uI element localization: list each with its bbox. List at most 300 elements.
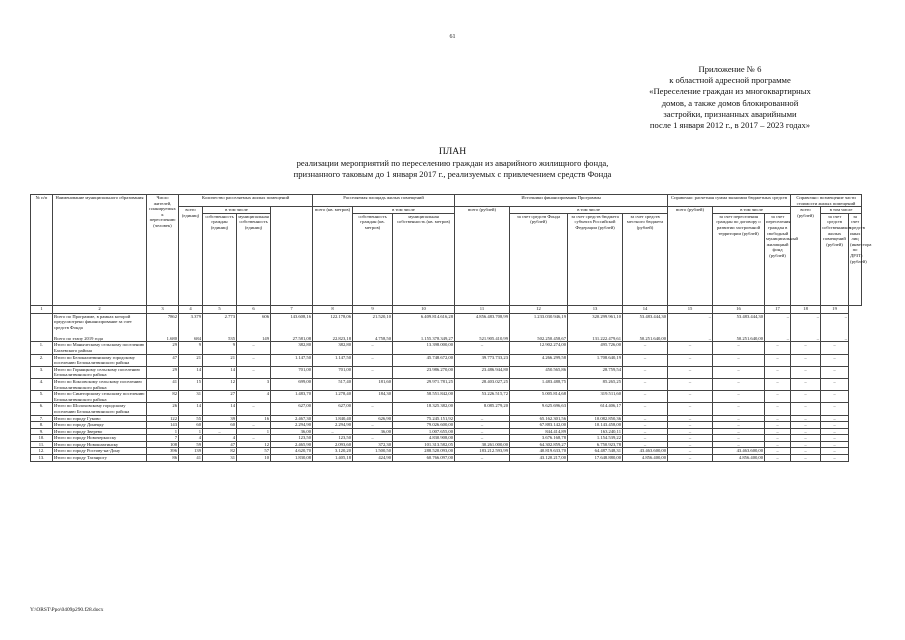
- file-path: Y:\ORST\Ppo\0409p290.f28.docx: [30, 607, 104, 613]
- summary-label: Всего по этапу 2019 года: [54, 335, 103, 341]
- column-number-cell: 3: [147, 305, 179, 313]
- value-cell: 9: [203, 342, 237, 354]
- value-cell: 424,90: [353, 455, 393, 462]
- column-number-cell: 9: [353, 305, 393, 313]
- value-cell: 1.500,50: [353, 448, 393, 455]
- value-cell: –: [821, 366, 849, 378]
- value-cell: 495.726,00: [568, 342, 623, 354]
- value-cell: 699,00: [271, 378, 313, 390]
- header-cell: № п/п: [31, 195, 53, 306]
- value-cell: 1: [237, 428, 271, 435]
- value-cell: –: [791, 422, 821, 429]
- header-cell: за счет средств бюджета субъекта Российской Федерации (рублей): [568, 213, 623, 305]
- value-cell: 53.226.515,72: [455, 391, 510, 403]
- value-cell: 181,60: [353, 378, 393, 390]
- value-cell: 18.325.382,00: [393, 403, 455, 415]
- value-cell: –: [668, 391, 713, 403]
- value-cell: 59: [179, 441, 203, 448]
- value-cell: 26: [147, 403, 179, 415]
- value-cell: 3.676.168,78: [510, 435, 568, 442]
- summary-value: 149: [262, 335, 269, 341]
- summary-value: 1.680: [166, 335, 177, 341]
- value-cell: 1: [179, 428, 203, 435]
- summary-value-cell: [568, 313, 623, 342]
- summary-value: 2.773: [224, 313, 235, 319]
- header-cell: Справочно: возмещение части стоимости жилых помещений: [791, 195, 862, 207]
- header-cell: в том числе: [821, 207, 862, 214]
- value-cell: 23.486.944,80: [455, 366, 510, 378]
- value-cell: –: [713, 403, 765, 415]
- value-cell: 163.240,11: [568, 428, 623, 435]
- summary-value: –: [844, 335, 848, 341]
- value-cell: 123,50: [271, 435, 313, 442]
- table-row: [31, 403, 862, 415]
- title-line: признанного таковым до 1 января 2017 г., реализуемых с привлечением средств Фонда: [293, 169, 612, 179]
- summary-value: 53.483.444,30: [736, 313, 764, 319]
- value-cell: 1.278,40: [313, 391, 353, 403]
- value-cell: 108: [147, 441, 179, 448]
- value-cell: –: [821, 354, 849, 366]
- row-number-cell: 1.: [31, 342, 53, 354]
- municipality-name-cell: Итого по Белокалитвинскому городскому поселению Белокалитвинского района: [53, 354, 147, 366]
- value-cell: –: [765, 428, 791, 435]
- row-number-cell: 8.: [31, 422, 53, 429]
- value-cell: 21: [203, 354, 237, 366]
- value-cell: 60.766.097,00: [393, 455, 455, 462]
- value-cell: 1.147,50: [313, 354, 353, 366]
- value-cell: –: [623, 403, 668, 415]
- header-cell: в том числе: [713, 207, 791, 214]
- summary-value: 1.233.030.946,19: [533, 313, 567, 319]
- value-cell: –: [713, 441, 765, 448]
- value-cell: 701,00: [271, 366, 313, 378]
- column-number-cell: 14: [623, 305, 668, 313]
- municipality-name-cell: Итого по Маныческому сельскому поселению Багаевского района: [53, 342, 147, 354]
- column-number-cell: 8: [313, 305, 353, 313]
- value-cell: 288.520.093,00: [393, 448, 455, 455]
- value-cell: 60: [179, 422, 203, 429]
- value-cell: 4.620,70: [271, 448, 313, 455]
- value-cell: 517,40: [313, 378, 353, 390]
- summary-value-cell: [791, 313, 821, 342]
- value-cell: –: [791, 354, 821, 366]
- value-cell: –: [623, 354, 668, 366]
- value-cell: –: [623, 435, 668, 442]
- value-cell: –: [668, 435, 713, 442]
- value-cell: –: [821, 441, 849, 448]
- value-cell: 23.986.270,00: [393, 366, 455, 378]
- value-cell: –: [353, 422, 393, 429]
- table-row: [31, 441, 862, 448]
- value-cell: –: [791, 415, 821, 422]
- value-cell: –: [623, 366, 668, 378]
- summary-value: 4.758,50: [374, 335, 392, 341]
- summary-value-cell: [623, 313, 668, 342]
- summary-value: –: [708, 313, 712, 319]
- value-cell: –: [765, 422, 791, 429]
- header-cell: всего (рублей): [455, 207, 510, 306]
- value-cell: –: [765, 435, 791, 442]
- value-cell: 31: [179, 391, 203, 403]
- value-cell: 4: [179, 435, 203, 442]
- value-cell: –: [668, 342, 713, 354]
- row-number-cell: 12.: [31, 448, 53, 455]
- summary-value: 4.856.483.708,99: [475, 313, 509, 319]
- value-cell: 27: [203, 391, 237, 403]
- value-cell: –: [623, 342, 668, 354]
- value-cell: –: [353, 354, 393, 366]
- value-cell: 79.026.600,00: [393, 422, 455, 429]
- value-cell: 4.856.400,00: [623, 455, 668, 462]
- value-cell: 4: [203, 435, 237, 442]
- value-cell: 17.648.880,00: [568, 455, 623, 462]
- value-cell: 57: [237, 448, 271, 455]
- municipality-name-cell: Итого по городу Новочеркасску: [53, 435, 147, 442]
- column-number-cell: 4: [179, 305, 203, 313]
- summary-value-cell: [393, 313, 455, 342]
- value-cell: –: [455, 342, 510, 354]
- value-cell: 41: [147, 378, 179, 390]
- value-cell: –: [821, 428, 849, 435]
- appendix-line: застройки, признанных аварийными: [663, 108, 797, 119]
- summary-row: [31, 313, 862, 342]
- value-cell: 86: [147, 455, 179, 462]
- summary-value: 53.483.444,30: [639, 313, 667, 319]
- value-cell: –: [765, 448, 791, 455]
- summary-value: 27.581,08: [292, 335, 312, 341]
- value-cell: 1.840,40: [313, 415, 353, 422]
- value-cell: –: [765, 354, 791, 366]
- row-number-cell: 5.: [31, 391, 53, 403]
- summary-value: 684: [194, 335, 201, 341]
- header-cell: собственность граждан (единиц): [203, 213, 237, 305]
- value-cell: –: [455, 435, 510, 442]
- value-cell: 39: [203, 415, 237, 422]
- value-cell: –: [313, 428, 353, 435]
- value-cell: –: [791, 448, 821, 455]
- value-cell: –: [791, 366, 821, 378]
- value-cell: 143: [147, 422, 179, 429]
- header-cell: в том числе: [203, 207, 271, 214]
- appendix-line: Приложение № 6: [698, 64, 762, 74]
- value-cell: 2.294,90: [271, 422, 313, 429]
- summary-value-cell: [179, 313, 203, 342]
- summary-value: –: [816, 335, 820, 341]
- value-cell: –: [668, 422, 713, 429]
- value-cell: 15: [179, 378, 203, 390]
- table-row: [31, 428, 862, 435]
- summary-value-cell: [713, 313, 765, 342]
- row-number-cell: 6.: [31, 403, 53, 415]
- summary-value: 1.155.378.349,27: [420, 335, 454, 341]
- row-number-cell: 2.: [31, 354, 53, 366]
- value-cell: –: [668, 428, 713, 435]
- value-cell: –: [668, 403, 713, 415]
- municipality-name-cell: Итого по Коксовскому сельскому поселению Белокалитвинского района: [53, 378, 147, 390]
- column-number-cell: 16: [713, 305, 765, 313]
- summary-value: 320.299.961,10: [592, 313, 622, 319]
- title-line: реализации мероприятий по переселению граждан из аварийного жилищного фонда,: [296, 158, 609, 168]
- municipality-name-cell: Итого по городу Донецку: [53, 422, 147, 429]
- summary-value: 6.409.814.616,28: [420, 313, 454, 319]
- value-cell: –: [765, 403, 791, 415]
- summary-label-cell: [53, 313, 147, 342]
- row-number-cell: 3.: [31, 366, 53, 378]
- value-cell: 65.162.301,56: [510, 415, 568, 422]
- header-cell: всего (рублей): [791, 207, 821, 306]
- summary-value-cell: [313, 313, 353, 342]
- summary-rows: [31, 313, 862, 342]
- summary-value: 7862: [167, 313, 177, 319]
- table-row: [31, 448, 862, 455]
- value-cell: –: [765, 391, 791, 403]
- value-cell: 844.414,89: [510, 428, 568, 435]
- value-cell: 31: [203, 455, 237, 462]
- value-cell: –: [237, 366, 271, 378]
- value-cell: –: [668, 378, 713, 390]
- header-cell: в том числе: [510, 207, 668, 214]
- value-cell: 6.750.923,78: [568, 441, 623, 448]
- column-number-cell: 15: [668, 305, 713, 313]
- summary-label: Всего по Программе, в рамках которой предусмотрено финансирование за счет средств Фонда: [54, 313, 132, 330]
- summary-value: 22.823,18: [332, 335, 352, 341]
- value-cell: 2.467,30: [271, 415, 313, 422]
- header-cell: всего (рублей): [668, 207, 713, 306]
- value-cell: 67.883.142,00: [510, 422, 568, 429]
- value-cell: 14: [203, 403, 237, 415]
- value-cell: 701,00: [313, 366, 353, 378]
- value-cell: 12: [203, 378, 237, 390]
- summary-value-cell: [455, 313, 510, 342]
- value-cell: 372,30: [353, 441, 393, 448]
- value-cell: –: [791, 435, 821, 442]
- summary-value-cell: [668, 313, 713, 342]
- value-cell: 627,00: [271, 403, 313, 415]
- value-cell: –: [713, 422, 765, 429]
- value-cell: –: [765, 378, 791, 390]
- header-cell: собственность граждан (кв. метров): [353, 213, 393, 305]
- column-number-cell: 1: [31, 305, 53, 313]
- value-cell: 43.463.600,00: [623, 448, 668, 455]
- value-cell: 55: [179, 415, 203, 422]
- header-cell: Число жителей, планируемых к переселению (человек): [147, 195, 179, 306]
- value-cell: –: [713, 415, 765, 422]
- value-cell: 29: [147, 366, 179, 378]
- municipality-name-cell: Итого по городу Ростову-на-Дону: [53, 448, 147, 455]
- value-cell: 382,80: [313, 342, 353, 354]
- header-cell: в том числе: [353, 207, 455, 214]
- appendix-line: «Переселение граждан из многоквартирных: [649, 86, 811, 97]
- value-cell: –: [353, 403, 393, 415]
- value-cell: –: [765, 455, 791, 462]
- row-number-cell: [31, 313, 53, 342]
- appendix-line: после 1 января 2012 г., в 2017 – 2023 годах»: [649, 120, 811, 131]
- header-cell: за счет средств местного бюджета (рублей): [623, 213, 668, 305]
- value-cell: 1.483.488,75: [510, 378, 568, 390]
- header-cell: Наименование муниципального образования: [53, 195, 147, 306]
- value-cell: –: [623, 428, 668, 435]
- value-cell: –: [791, 342, 821, 354]
- value-cell: –: [455, 455, 510, 462]
- value-cell: –: [237, 342, 271, 354]
- value-cell: 1.483,70: [271, 391, 313, 403]
- value-cell: 4.856.400,00: [713, 455, 765, 462]
- value-cell: 14: [203, 366, 237, 378]
- value-cell: 183.212.593,99: [455, 448, 510, 455]
- value-cell: –: [203, 428, 237, 435]
- table-row: [31, 354, 862, 366]
- value-cell: 64.302.859,27: [510, 441, 568, 448]
- column-number-cell: 17: [765, 305, 791, 313]
- value-cell: –: [668, 366, 713, 378]
- value-cell: 2.465,90: [271, 441, 313, 448]
- table-row: [31, 378, 862, 390]
- value-cell: 29: [147, 342, 179, 354]
- value-cell: 12.902.274,00: [510, 342, 568, 354]
- municipality-name-cell: Итого по городу Новошахтинску: [53, 441, 147, 448]
- value-cell: 47: [203, 441, 237, 448]
- header-cell: Справочно: расчетная сумма экономии бюджетных средств: [668, 195, 791, 207]
- summary-value-cell: [353, 313, 393, 342]
- table-row: [31, 342, 862, 354]
- row-number-cell: 4.: [31, 378, 53, 390]
- municipality-name-cell: Итого по Горняцкому сельскому поселению Белокалитвинского района: [53, 366, 147, 378]
- value-cell: 396: [147, 448, 179, 455]
- header-cell: всего (единиц): [179, 207, 203, 306]
- value-cell: –: [821, 422, 849, 429]
- table-row: [31, 366, 862, 378]
- summary-value-cell: [237, 313, 271, 342]
- value-cell: 1.007.655,00: [393, 428, 455, 435]
- municipality-name-cell: Итого по Синегорскому сельскому поселению Белокалитвинского района: [53, 391, 147, 403]
- value-cell: 10: [237, 455, 271, 462]
- value-cell: 29.971.781,25: [393, 378, 455, 390]
- column-number-cell: 13: [568, 305, 623, 313]
- row-number-cell: 11.: [31, 441, 53, 448]
- value-cell: –: [791, 391, 821, 403]
- value-cell: 4.830.908,00: [393, 435, 455, 442]
- value-cell: 9: [179, 342, 203, 354]
- value-cell: 139: [179, 448, 203, 455]
- value-cell: –: [668, 441, 713, 448]
- value-cell: –: [821, 378, 849, 390]
- value-cell: –: [455, 428, 510, 435]
- value-cell: –: [668, 354, 713, 366]
- value-cell: 4.266.299,58: [510, 354, 568, 366]
- value-cell: –: [791, 403, 821, 415]
- value-cell: –: [713, 366, 765, 378]
- value-cell: 13.398.000,00: [393, 342, 455, 354]
- value-cell: –: [668, 415, 713, 422]
- summary-value: –: [786, 313, 790, 319]
- value-cell: –: [668, 455, 713, 462]
- value-cell: –: [791, 441, 821, 448]
- value-cell: 36,00: [271, 428, 313, 435]
- value-cell: –: [713, 342, 765, 354]
- summary-value: –: [708, 335, 712, 341]
- summary-value: 143.608,16: [290, 313, 312, 319]
- value-cell: 184,30: [353, 391, 393, 403]
- table-row: [31, 415, 862, 422]
- value-cell: –: [668, 448, 713, 455]
- value-cell: 41: [179, 455, 203, 462]
- value-cell: –: [353, 435, 393, 442]
- value-cell: –: [713, 354, 765, 366]
- value-cell: –: [765, 366, 791, 378]
- header-cell: за счет средств иных лиц (инвестора по ДРЗТ) (рублей): [849, 213, 862, 305]
- value-cell: 4: [237, 391, 271, 403]
- column-number-cell: 5: [203, 305, 237, 313]
- summary-value-cell: [147, 313, 179, 342]
- summary-value-cell: [510, 313, 568, 342]
- column-number-cell: 18: [791, 305, 821, 313]
- column-number-cell: 12: [510, 305, 568, 313]
- value-cell: 1.154.539,22: [568, 435, 623, 442]
- summary-value: 521.905.410,99: [479, 335, 509, 341]
- header-cell: Расселяемая площадь жилых помещений: [313, 195, 455, 207]
- value-cell: 2.093,60: [313, 441, 353, 448]
- value-cell: 450.565,86: [510, 366, 568, 378]
- value-cell: –: [791, 455, 821, 462]
- table-row: [31, 391, 862, 403]
- value-cell: –: [455, 415, 510, 422]
- value-cell: 12: [237, 441, 271, 448]
- value-cell: 82: [147, 391, 179, 403]
- summary-value-cell: [271, 313, 313, 342]
- summary-value: 606: [262, 313, 269, 319]
- value-cell: 3.120,20: [313, 448, 353, 455]
- value-cell: 14: [179, 403, 203, 415]
- value-cell: –: [455, 422, 510, 429]
- value-cell: 28.759,54: [568, 366, 623, 378]
- value-cell: 382,80: [271, 342, 313, 354]
- value-cell: –: [713, 378, 765, 390]
- appendix-line: к областной адресной программе: [669, 75, 791, 86]
- value-cell: 8.085.279,20: [455, 403, 510, 415]
- table-body: [31, 342, 862, 461]
- summary-value: 21.520,10: [372, 313, 392, 319]
- value-cell: –: [821, 455, 849, 462]
- value-cell: 40.819.633,70: [510, 448, 568, 455]
- value-cell: –: [765, 441, 791, 448]
- header-cell: муниципальная собственность (единиц): [237, 213, 271, 305]
- value-cell: 123,50: [313, 435, 353, 442]
- summary-value: –: [844, 313, 848, 319]
- header-cell: Источники финансирования Программы: [455, 195, 668, 207]
- header-cell: Количество расселяемых жилых помещений: [179, 195, 313, 207]
- value-cell: –: [765, 342, 791, 354]
- municipality-name-cell: Итого по Шолоховскому городскому поселению Белокалитвинского района: [53, 403, 147, 415]
- value-cell: 10.143.458,00: [568, 422, 623, 429]
- summary-value-cell: [765, 313, 791, 342]
- value-cell: –: [623, 378, 668, 390]
- municipality-name-cell: Итого по городу Гуково: [53, 415, 147, 422]
- summary-value-cell: [203, 313, 237, 342]
- value-cell: –: [821, 391, 849, 403]
- value-cell: 64.487.548,31: [568, 448, 623, 455]
- column-number-cell: 11: [455, 305, 510, 313]
- value-cell: –: [353, 366, 393, 378]
- header-cell: муниципальная собственность (кв. метров): [393, 213, 455, 305]
- value-cell: –: [623, 441, 668, 448]
- value-cell: –: [791, 428, 821, 435]
- value-cell: 43.120.217,00: [510, 455, 568, 462]
- column-number-cell: 10: [393, 305, 455, 313]
- summary-value: 535: [228, 335, 235, 341]
- appendix-note: [560, 64, 900, 131]
- value-cell: 122: [147, 415, 179, 422]
- value-cell: –: [237, 354, 271, 366]
